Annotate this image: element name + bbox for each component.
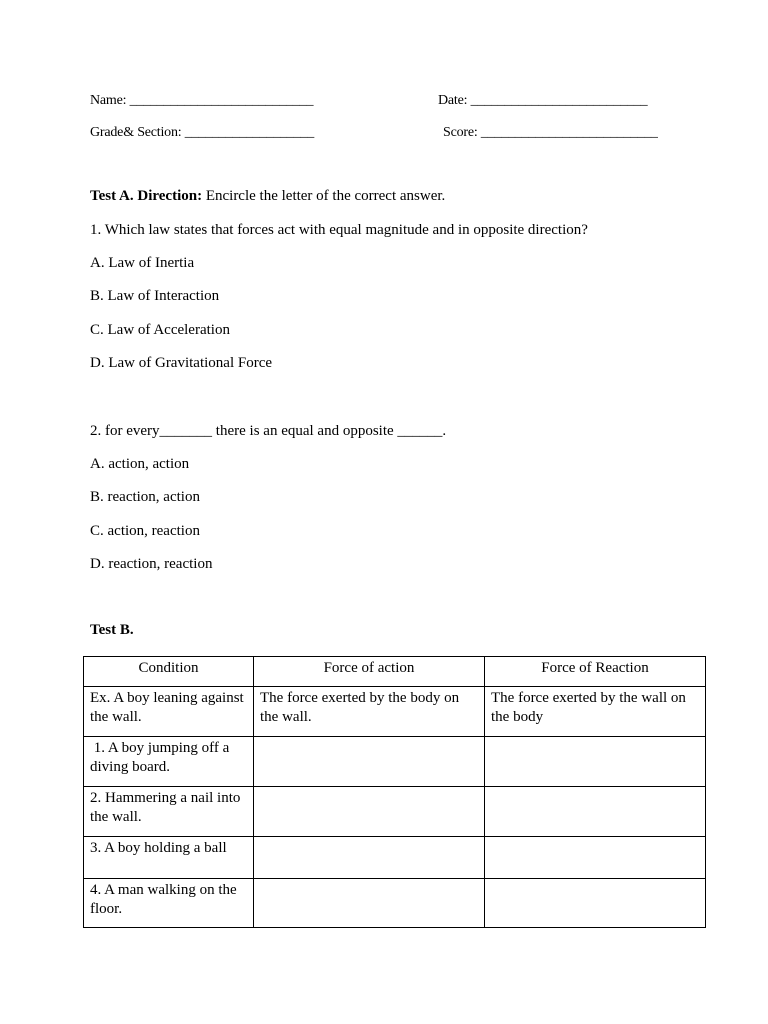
question-1: 1. Which law states that forces act with equal magnitude and in opposite direction? <box>90 222 588 238</box>
reaction-cell: The force exerted by the wall on the body <box>485 687 706 737</box>
table-row <box>84 687 706 737</box>
table-row <box>84 879 706 928</box>
grade-section-field <box>90 125 314 141</box>
name-label: Name: <box>90 93 127 108</box>
test-a-direction <box>90 188 445 205</box>
condition-cell: Ex. A boy leaning against the wall. <box>84 687 254 737</box>
q2-option-b: B. reaction, action <box>90 489 200 505</box>
q2-option-d: D. reaction, reaction <box>90 556 213 572</box>
action-cell[interactable] <box>254 737 485 787</box>
reaction-cell[interactable] <box>485 737 706 787</box>
condition-cell: 1. A boy jumping off a diving board. <box>84 737 254 787</box>
score-label: Score: <box>443 125 478 140</box>
question-2: 2. for every_______ there is an equal and opposite ______. <box>90 423 447 439</box>
grade-section-blank: ___________________ <box>184 125 314 140</box>
table-row <box>84 837 706 879</box>
action-cell[interactable] <box>254 787 485 837</box>
test-b-table <box>83 656 706 928</box>
score-blank: __________________________ <box>480 125 658 140</box>
date-blank: __________________________ <box>470 93 648 108</box>
grade-section-label: Grade& Section: <box>90 125 182 140</box>
score-field <box>443 125 658 141</box>
table-header-row <box>84 657 706 687</box>
q2-option-a: A. action, action <box>90 456 190 472</box>
reaction-cell[interactable] <box>485 837 706 879</box>
header-force-of-action: Force of action <box>254 657 485 687</box>
table-row <box>84 737 706 787</box>
test-a-instruction: Encircle the letter of the correct answer. <box>205 188 446 204</box>
reaction-cell[interactable] <box>485 787 706 837</box>
header-condition: Condition <box>84 657 254 687</box>
q1-option-c: C. Law of Acceleration <box>90 322 230 338</box>
test-b-title: Test B. <box>90 622 134 638</box>
name-blank: ___________________________ <box>129 93 314 108</box>
q2-option-c: C. action, reaction <box>90 523 200 539</box>
condition-cell: 3. A boy holding a ball <box>84 837 254 879</box>
action-cell: The force exerted by the body on the wall. <box>254 687 485 737</box>
reaction-cell[interactable] <box>485 879 706 928</box>
date-field <box>438 93 647 109</box>
table-row <box>84 787 706 837</box>
q1-option-d: D. Law of Gravitational Force <box>90 355 273 371</box>
test-a-title: Test A. Direction: <box>90 188 203 204</box>
condition-cell: 2. Hammering a nail into the wall. <box>84 787 254 837</box>
date-label: Date: <box>438 93 468 108</box>
name-field <box>90 93 313 109</box>
q1-option-b: B. Law of Interaction <box>90 288 220 304</box>
q1-option-a: A. Law of Inertia <box>90 255 195 271</box>
header-force-of-reaction: Force of Reaction <box>485 657 706 687</box>
action-cell[interactable] <box>254 837 485 879</box>
condition-cell: 4. A man walking on the floor. <box>84 879 254 928</box>
action-cell[interactable] <box>254 879 485 928</box>
